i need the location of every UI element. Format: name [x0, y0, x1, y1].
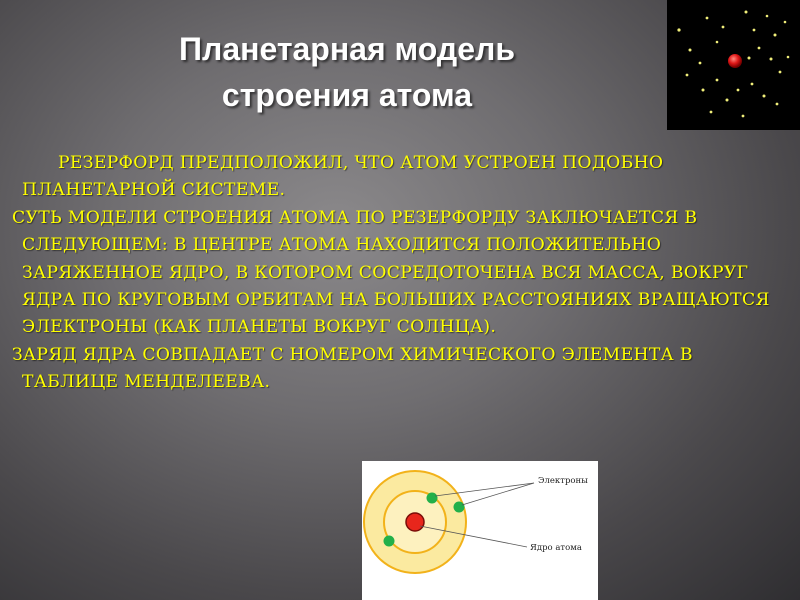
atom-diagram: [362, 461, 598, 600]
title-line-1: Планетарная модель: [178, 31, 515, 67]
title-line-2: строения атома: [221, 77, 473, 113]
paragraph-3: ЗАРЯД ЯДРА СОВПАДАЕТ С НОМЕРОМ ХИМИЧЕСКОГО ЭЛЕМЕНТА В ТАБЛИЦЕ МЕНДЕЛЕЕВА.: [12, 344, 693, 393]
atom-photo-graphic: [667, 0, 800, 130]
nucleus: [406, 513, 424, 531]
electron-3: [384, 536, 395, 547]
atom-photo: [667, 0, 800, 130]
nucleus-label: Ядро атома: [530, 543, 582, 553]
paragraph-1: РЕЗЕРФОРД ПРЕДПОЛОЖИЛ, ЧТО АТОМ УСТРОЕН ПОДОБНО ПЛАНЕТАРНОЙ СИСТЕМЕ.: [22, 153, 664, 201]
slide-title: [112, 26, 582, 118]
electron-2: [454, 502, 465, 513]
electrons-label: Электроны: [538, 476, 588, 486]
paragraph-2: СУТЬ МОДЕЛИ СТРОЕНИЯ АТОМА ПО РЕЗЕРФОРДУ ЗАКЛЮЧАЕТСЯ В СЛЕДУЮЩЕМ: В ЦЕНТРЕ АТОМА НАХОДИТСЯ ПОЛОЖИТЕЛЬНО ЗАРЯЖЕННОЕ ЯДРО, В КОТОРОМ СОСРЕДОТОЧЕНА ВСЯ МАССА, ВОКРУГ ЯДРА ПО КРУГОВЫМ ОРБИТАМ НА БОЛЬШИХ РАССТОЯНИЯХ ВРАЩАЮТСЯ ЭЛЕКТРОНЫ (КАК ПЛАНЕТЫ ВОКРУГ СОЛНЦА).: [12, 207, 770, 338]
nucleus-dot: [728, 54, 742, 68]
electron-1: [427, 493, 438, 504]
body-text: [10, 150, 790, 397]
atom-diagram-graphic: [362, 461, 598, 600]
